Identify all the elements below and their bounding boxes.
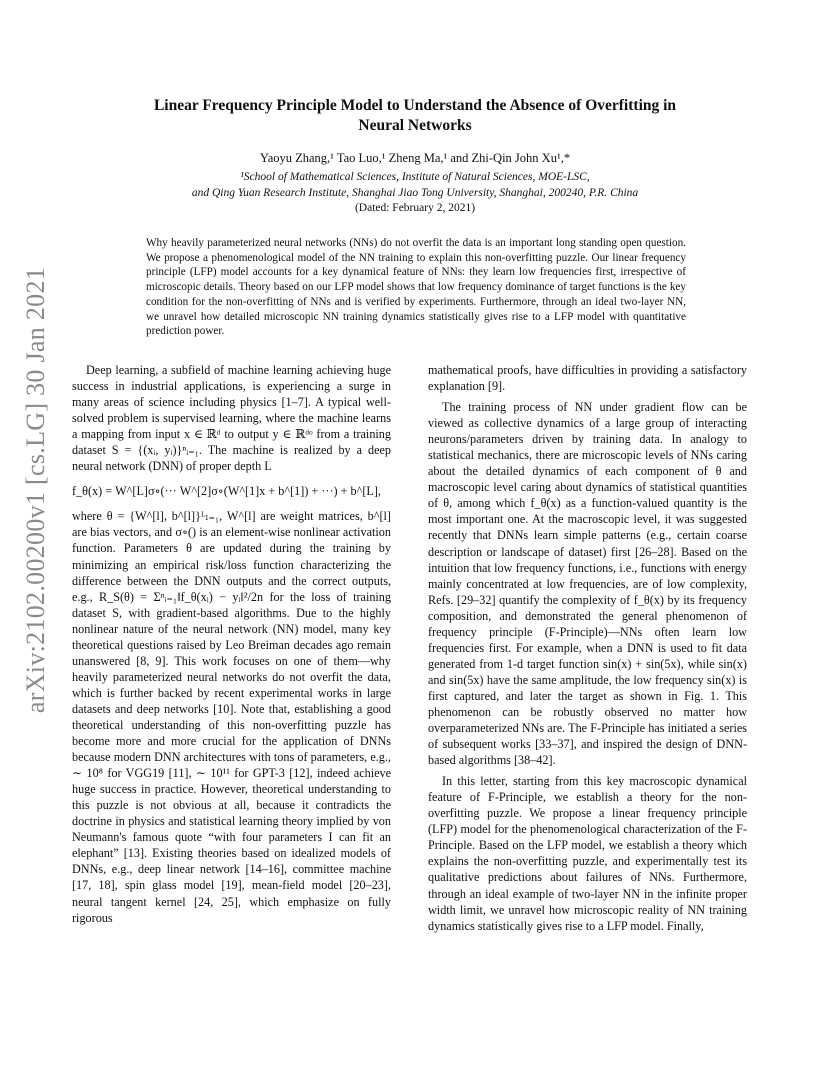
affiliation-line-1: ¹School of Mathematical Sciences, Institute of Natural Sciences, MOE-LSC, [240,171,590,183]
left-column [72,362,391,926]
intro-paragraph-5: In this letter, starting from this key macroscopic dynamical feature of F-Principle, we establish a theory for the non-overfitting puzzle. We propose a linear frequency principle (LFP) model for the phenomenological characterization of the F-Principle. Based on the LFP model, we establish a theory which explains the non-overfitting puzzle, and experimentally test its qualitative predictions about failures of NNs. Furthermore, through an ideal example of two-layer NN in the infinite proper width limit, we unravel how microscopic reality of NN training dynamics statistically gives rise to a LFP model. Finally, [428,774,747,933]
affiliation [90,170,740,217]
abstract: Why heavily parameterized neural networks (NNs) do not overfit the data is an important long standing open question. We propose a phenomenological model of the NN training to explain this non-overfitting puzzle. Our linear frequency principle (LFP) model accounts for a key dynamical feature of NNs: they learn low frequencies first, irrespective of microscopic details. Theory based on our LFP model shows that low frequency dominance of target functions is the key condition for the non-overfitting of NNs and is verified by experiments. Furthermore, through an ideal two-layer NN, we unravel how detailed microscopic NN training dynamics statistically gives rise to a LFP model with quantitative prediction power. [146,237,686,338]
dnn-equation: f_θ(x) = W^[L]σ∘(··· W^[2]σ∘(W^[1]x + b^[1]) + ···) + b^[L], [72,484,381,499]
title-line-1: Linear Frequency Principle Model to Understand the Absence of Overfitting in [153,97,677,114]
right-column [428,362,747,934]
affiliation-line-2: and Qing Yuan Research Institute, Shanghai Jiao Tong University, Shanghai, 200240, P.R. China [191,186,639,199]
author-list: Yaoyu Zhang,¹ Tao Luo,¹ Zheng Ma,¹ and Zhi-Qin John Xu¹,* [259,151,571,165]
intro-paragraph-1: Deep learning, a subfield of machine learning achieving huge success in industrial applications, is experiencing a surge in many areas of science including physics [1–7]. A typical well-solved problem is supervised learning, where the machine learns a mapping from input x ∈ ℝᵈ to output y ∈ ℝᵈᵒ from a training dataset S = {(xᵢ, yᵢ)}ⁿᵢ₌₁. The machine is realized by a deep neural network (DNN) of proper depth L [72,363,391,474]
arxiv-stamp: arXiv:2102.00200v1 [cs.LG] 30 Jan 2021 [21,266,50,714]
title-line-2: Neural Networks [358,117,472,134]
intro-paragraph-2: where θ = {W^[l], b^[l]}ᴸₗ₌₁, W^[l] are weight matrices, b^[l] are bias vectors, and σ∘() is an element-wise nonlinear activation function. Parameters θ are updated during the training by minimizing an empirical risk/loss function characterizing the difference between the DNN outputs and the correct outputs, e.g., R_S(θ) = Σⁿᵢ₌₁‖f_θ(xᵢ) − yᵢ‖²/2n for the loss of training dataset S, with gradient-based algorithms. Due to the highly nonlinear nature of the neural network (NN) model, many key theoretical questions raised by Leo Breiman decades ago remain unanswered [8, 9]. This work focuses on one of them—why heavily parameterized neural networks do not overfit the data, which is further backed by recent experimental works in large datasets and deep networks [10]. Note that, establishing a good theoretical understanding of this non-overfitting puzzle has become more and more crucial for the application of DNNs because modern DNN architectures with tons of parameters, e.g., ∼ 10⁸ for VGG19 [11], ∼ 10¹¹ for GPT-3 [12], indeed achieve huge success in practice. However, theoretical understanding to this puzzle is not obvious at all, because it contradicts the doctrine in physics and statistical learning theory implied by von Neumann's famous quote “with four parameters I can fit an elephant” [13]. Existing theories based on idealized models of DNNs, e.g., deep linear network [14–16], committee machine [17, 18], spin glass model [19], mean-field model [20–23], neural tangent kernel [24, 25], which emphasize on fully rigorous [72,509,391,925]
paper-title [90,96,740,136]
intro-paragraph-4: The training process of NN under gradient flow can be viewed as collective dynamics of a large group of interacting neurons/parameters driven by training data. In analogy to statistical mechanics, there are microscopic levels of NNs caring about the detailed dynamics of each component of θ and macroscopic level caring about dynamics of statistical quantities of θ, among which f_θ(x) as a function-valued quantity is the most important one. At the macroscopic level, it was suggested recently that DNNs learn simple patterns (e.g., certain coarse description or landscape of dataset) first [26–28]. Based on the intuition that low frequency functions, i.e., functions with energy mainly concentrated at low frequencies, are of low complexity, Refs. [29–32] quantify the complexity of f_θ(x) by its frequency composition, and demonstrated the general phenomenon of frequency principle (F-Principle)—NNs often learn low frequencies first. For example, when a DNN is used to fit data generated from 1-d target function sin(x) + sin(5x), while sin(x) and sin(5x) have the same amplitude, the low frequency sin(x) is first captured, and later the target as shown in Fig. 1. This phenomenon can be robustly observed no matter how overparameterized NNs are. The F-Principle has initiated a series of subsequent works [33–37], and inspired the design of DNN-based algorithms [38–42]. [428,400,747,768]
dated-line: (Dated: February 2, 2021) [354,202,476,214]
intro-paragraph-3: mathematical proofs, have difficulties in providing a satisfactory explanation [9]. [428,363,747,394]
